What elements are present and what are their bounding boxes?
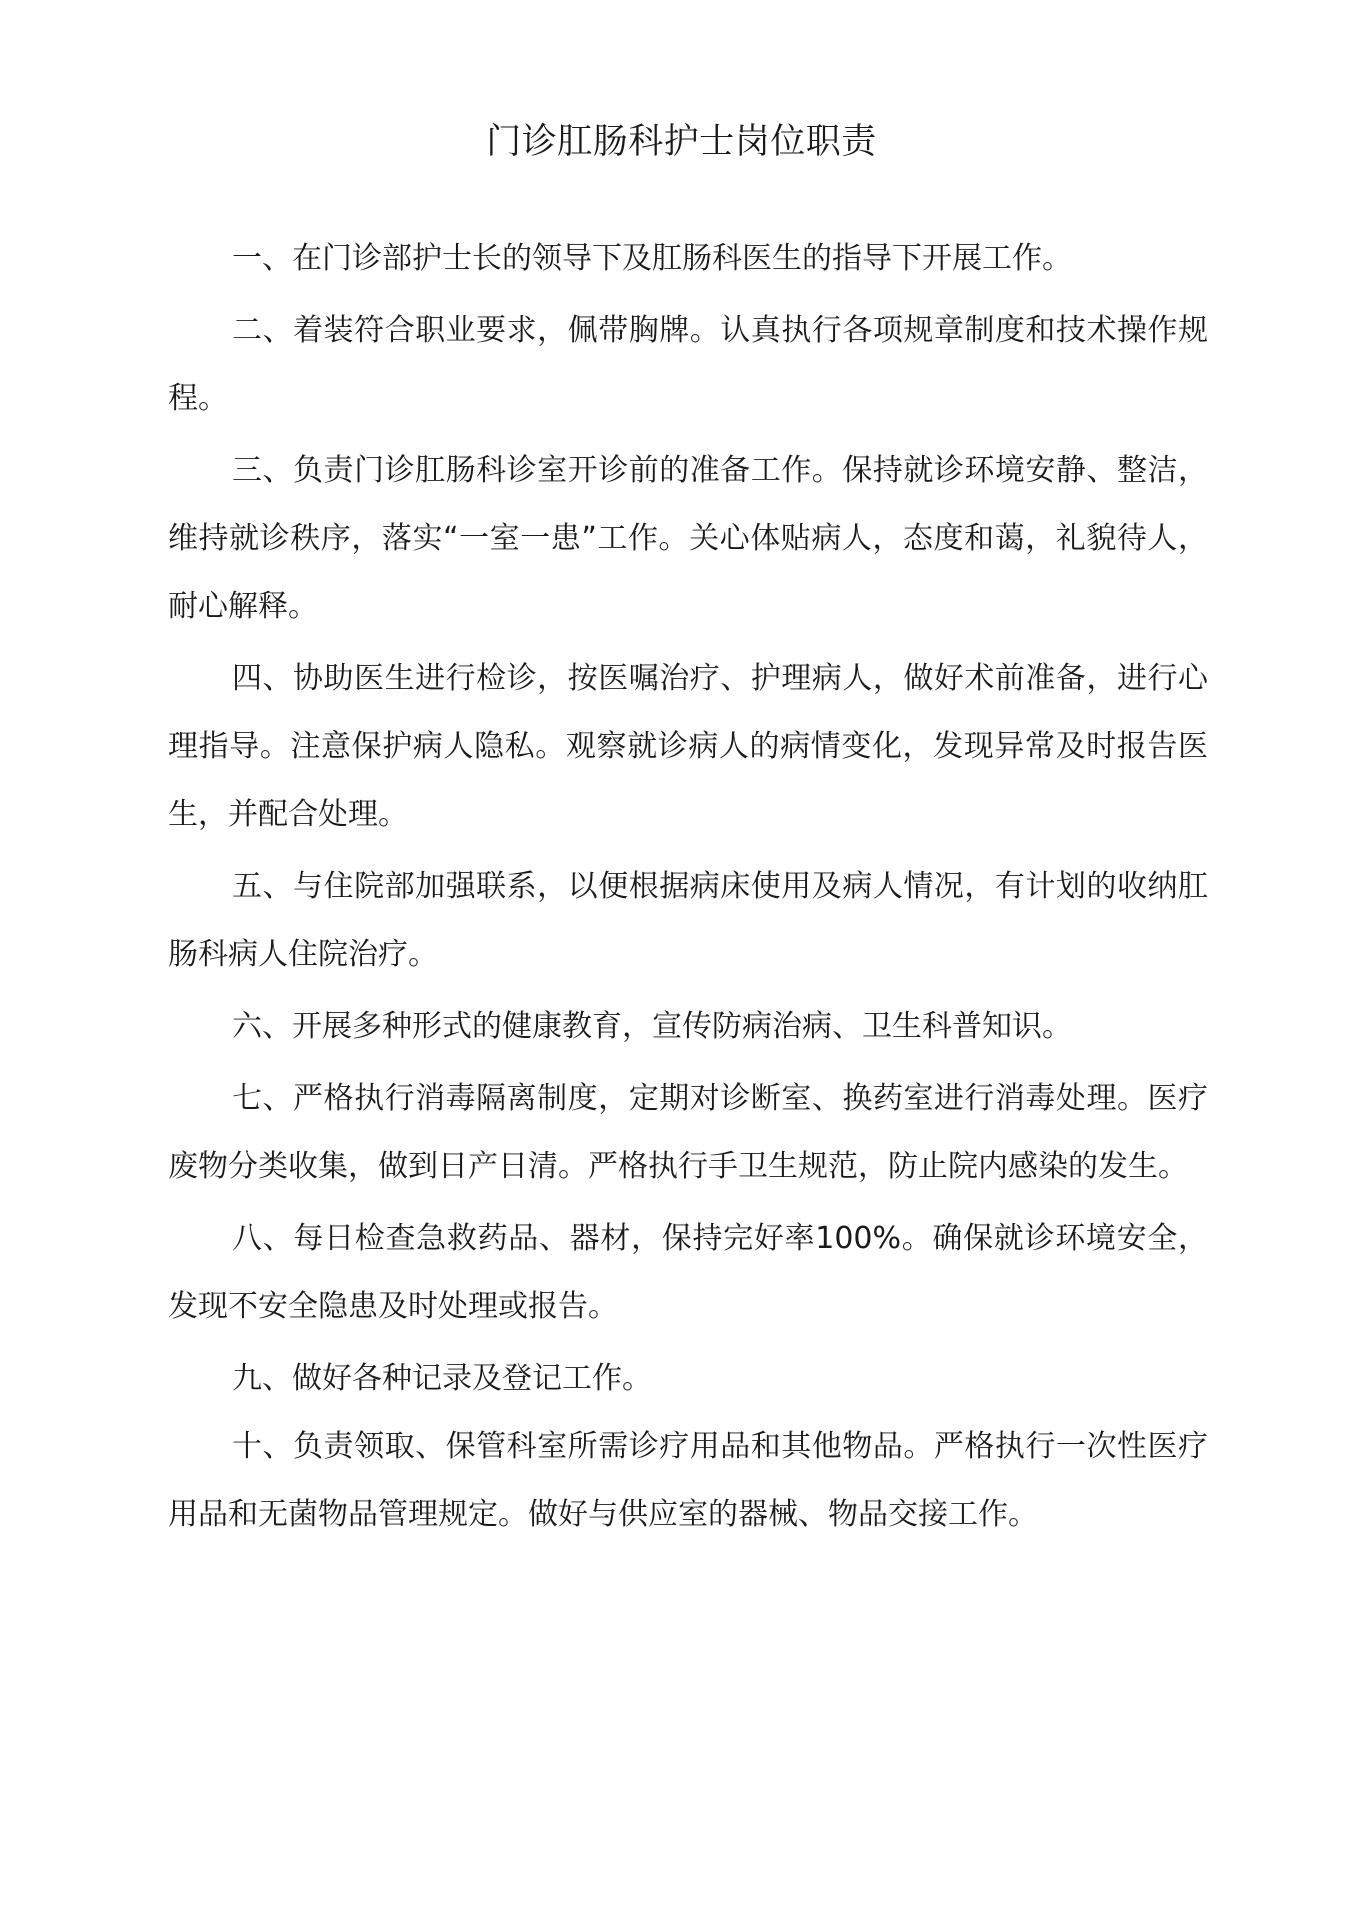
paragraph-3: 三、负责门诊肛肠科诊室开诊前的准备工作。保持就诊环境安静、整洁，维持就诊秩序，落实“一室一患”工作。关心体贴病人，态度和蔼，礼貌待人，耐心解释。 (168, 453, 1208, 624)
paragraph-9: 九、做好各种记录及登记工作。 (232, 1361, 652, 1396)
document-title: 门诊肛肠科护士岗位职责 (486, 122, 877, 162)
paragraph-7: 七、严格执行消毒隔离制度，定期对诊断室、换药室进行消毒处理。医疗废物分类收集，做到日产日清。严格执行手卫生规范，防止院内感染的发生。 (168, 1081, 1208, 1184)
paragraph-4: 四、协助医生进行检诊，按医嘱治疗、护理病人，做好术前准备，进行心理指导。注意保护病人隐私。观察就诊病人的病情变化，发现异常及时报告医生，并配合处理。 (168, 661, 1208, 832)
paragraph-10: 十、负责领取、保管科室所需诊疗用品和其他物品。严格执行一次性医疗用品和无菌物品管理规定。做好与供应室的器械、物品交接工作。 (168, 1429, 1208, 1532)
paragraph-1: 一、在门诊部护士长的领导下及肛肠科医生的指导下开展工作。 (232, 241, 1072, 276)
paragraph-8: 八、每日检查急救药品、器材，保持完好率100%。确保就诊环境安全，发现不安全隐患及时处理或报告。 (168, 1221, 1208, 1324)
paragraph-6: 六、开展多种形式的健康教育，宣传防病治病、卫生科普知识。 (232, 1009, 1072, 1044)
paragraph-2: 二、着装符合职业要求，佩带胸牌。认真执行各项规章制度和技术操作规程。 (168, 313, 1208, 416)
paragraph-5: 五、与住院部加强联系，以便根据病床使用及病人情况，有计划的收纳肛肠科病人住院治疗。 (168, 869, 1208, 972)
document-body (168, 225, 1208, 1553)
